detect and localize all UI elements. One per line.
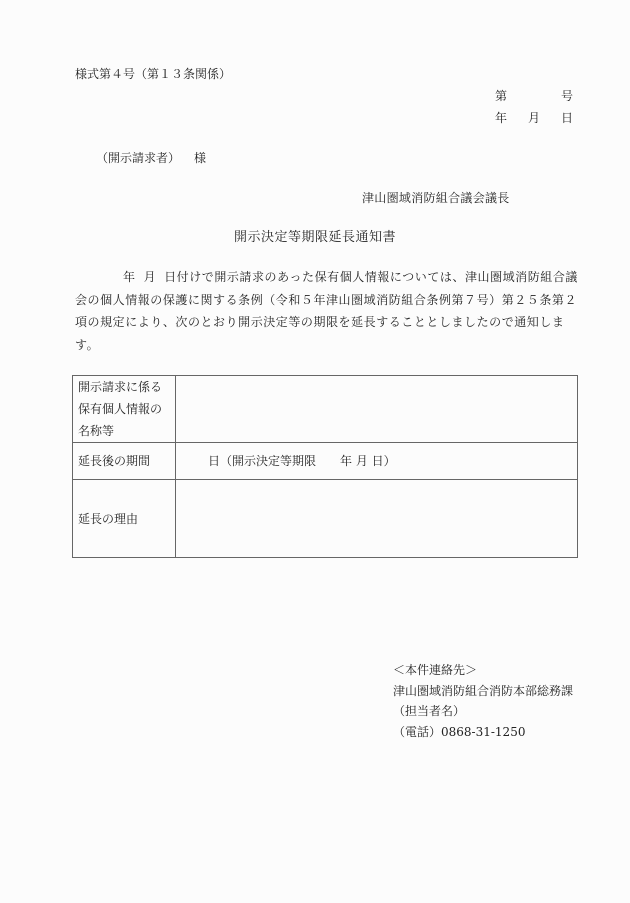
issue-date-year: 年 xyxy=(495,111,508,125)
document-number-prefix: 第 xyxy=(495,89,508,103)
table-label-extension-reason: 延長の理由 xyxy=(73,480,176,558)
body-lead-year: 年 xyxy=(123,270,136,284)
body-paragraph xyxy=(75,266,585,356)
recipient-name: （開示請求者） xyxy=(96,151,181,165)
document-number xyxy=(495,88,573,104)
table-label-info-name: 開示請求に係る保有個人情報の名称等 xyxy=(73,376,176,443)
contact-phone: （電話）0868-31-1250 xyxy=(393,724,526,739)
recipient xyxy=(96,150,206,166)
info-table xyxy=(72,375,578,558)
contact-heading: ＜本件連絡先＞ xyxy=(393,663,478,677)
sender: 津山圏域消防組合議会議長 xyxy=(362,191,510,205)
table-value-info-name xyxy=(176,376,578,443)
table-row xyxy=(73,480,578,558)
document-number-block xyxy=(495,88,573,126)
table-label-extended-period: 延長後の期間 xyxy=(73,443,176,480)
form-number: 様式第４号（第１３条関係） xyxy=(75,67,232,81)
document-title: 開示決定等期限延長通知書 xyxy=(233,230,396,245)
contact-person: （担当者名） xyxy=(393,704,466,718)
recipient-honorific: 様 xyxy=(194,151,207,165)
table-value-extended-period: 日（開示決定等期限 年 月 日） xyxy=(176,443,578,480)
table-row xyxy=(73,376,578,443)
table-row xyxy=(73,443,578,480)
issue-date-day: 日 xyxy=(560,111,573,125)
document-number-suffix: 号 xyxy=(560,89,573,103)
issue-date-month: 月 xyxy=(527,111,540,125)
table-value-extension-reason xyxy=(176,480,578,558)
issue-date xyxy=(495,110,573,126)
body-text: 日付けで開示請求のあった保有個人情報については、津山圏域消防組合議会の個人情報の保護に関する条例（令和５年津山圏域消防組合条例第７号）第２５条第２項の規定により、次のとおり開示決定等の期限を延長することとしましたので通知します。 xyxy=(75,270,578,352)
contact-block xyxy=(393,660,573,742)
body-lead-month: 月 xyxy=(143,270,157,284)
contact-department: 津山圏域消防組合消防本部総務課 xyxy=(393,683,574,698)
